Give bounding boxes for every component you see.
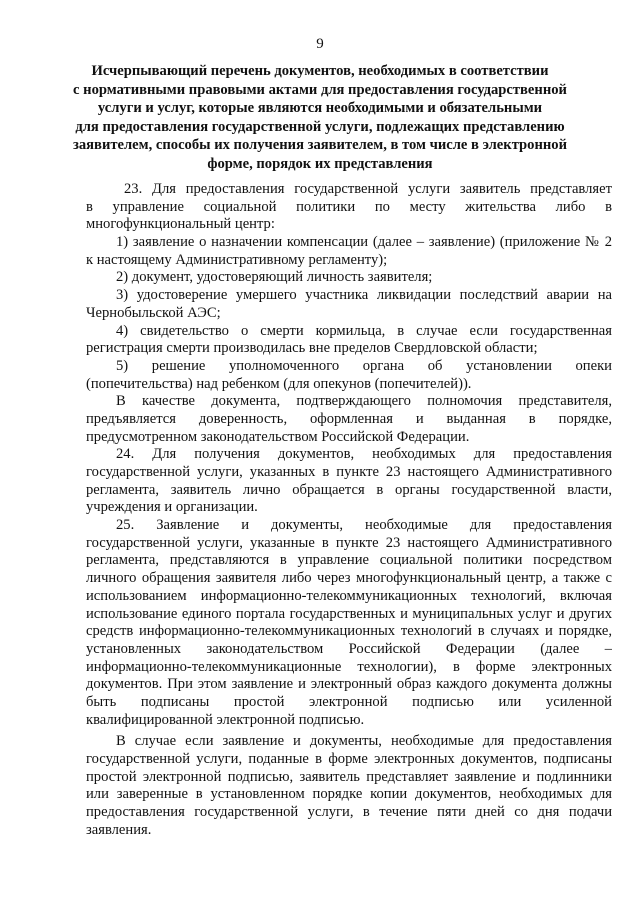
text-line: В качестве документа, подтверждающего полномочия представителя, — [116, 393, 612, 410]
text-line: государственной услуги, указанные в пункте 23 настоящего Административного — [86, 534, 612, 551]
text-line: 4) свидетельство о смерти кормильца, в случае если государственная — [116, 322, 612, 339]
text-line: 25. Заявление и документы, необходимые для предоставления — [116, 517, 612, 534]
text-line: предъявляется доверенность, оформленная и выданная в порядке, — [86, 410, 612, 427]
text-line: информационно-телекоммуникационные технологии), в форме электронных — [86, 658, 612, 675]
text-line: заявления. — [86, 821, 152, 838]
text-line: 24. Для получения документов, необходимых для предоставления — [116, 446, 612, 463]
text-line: к настоящему Административному регламенту); — [86, 251, 388, 268]
text-line: учреждения и организации. — [86, 499, 258, 516]
text-line: предоставления государственной услуги, в течение пяти дней со дня подачи — [86, 804, 612, 821]
text-line: регламента, представляются в управление социальной политики посредством — [86, 552, 612, 569]
text-line: 1) заявление о назначении компенсации (далее – заявление) (приложение № 2 — [116, 234, 612, 251]
text-line: регистрация смерти производилась вне пределов Свердловской области; — [86, 340, 538, 357]
text-line: 23. Для предоставления государственной услуги заявитель представляет — [124, 181, 612, 197]
text-line: быть подписаны простой электронной подписью или усиленной — [86, 693, 612, 710]
page-number: 9 — [316, 36, 324, 52]
heading-line: для предоставления государственной услуги, подлежащих представлению — [75, 118, 565, 135]
section-heading — [70, 62, 570, 173]
text-line: в управление социальной политики по месту жительства либо в — [86, 198, 612, 215]
heading-line: услуги и услуг, которые являются необходимыми и обязательными — [97, 100, 543, 116]
text-line: Чернобыльской АЭС; — [86, 304, 221, 321]
text-line: В случае если заявление и документы, необходимые для предоставления — [116, 733, 612, 750]
text-line: установленных законодательством Российской Федерации (далее – — [86, 640, 612, 657]
text-line: 5) решение уполномоченного органа об установлении опеки — [116, 357, 612, 374]
text-line: использованием информационно-телекоммуникационных технологий, включая — [86, 587, 612, 604]
text-line: 2) документ, удостоверяющий личность заявителя; — [116, 269, 433, 286]
heading-line: заявителем, способы их получения заявителем, в том числе в электронной — [73, 137, 567, 153]
text-line: средств информационно-телекоммуникационных технологий в случаях и порядке, — [86, 623, 612, 640]
text-line: многофункциональный центр: — [86, 216, 275, 233]
document-body — [86, 181, 612, 839]
text-line: документов. При этом заявление и электронный образ каждого документа должны — [86, 676, 612, 693]
text-line: 3) удостоверение умершего участника ликвидации последствий аварии на — [116, 287, 612, 304]
text-line: квалифицированной электронной подписью. — [86, 711, 365, 728]
heading-line: с нормативными правовыми актами для предоставления государственной — [73, 81, 567, 98]
text-line: простой электронной подписью, заявитель представляет заявление и подлинники — [86, 768, 612, 785]
text-line: личного обращения заявителя либо через многофункциональный центр, а также с — [86, 570, 612, 587]
heading-line: Исчерпывающий перечень документов, необходимых в соответствии — [91, 63, 549, 79]
text-line: государственной услуги, указанных в пункте 23 настоящего Административного — [86, 464, 612, 480]
text-line: государственной услуги, поданные в форме электронных документов, подписаны — [86, 751, 612, 767]
text-line: (попечительства) над ребенком (для опекунов (попечителей)). — [86, 375, 472, 392]
text-line: или заверенные в установленном порядке копии документов, необходимых для — [86, 786, 612, 803]
text-line: предусмотренном законодательством Российской Федерации. — [86, 428, 470, 445]
heading-line: форме, порядок их представления — [207, 155, 433, 172]
text-line: регламента, заявитель лично обращается в органы государственной власти, — [86, 481, 612, 498]
text-line: использование единого портала государственных и муниципальных услуг и других — [86, 605, 612, 622]
